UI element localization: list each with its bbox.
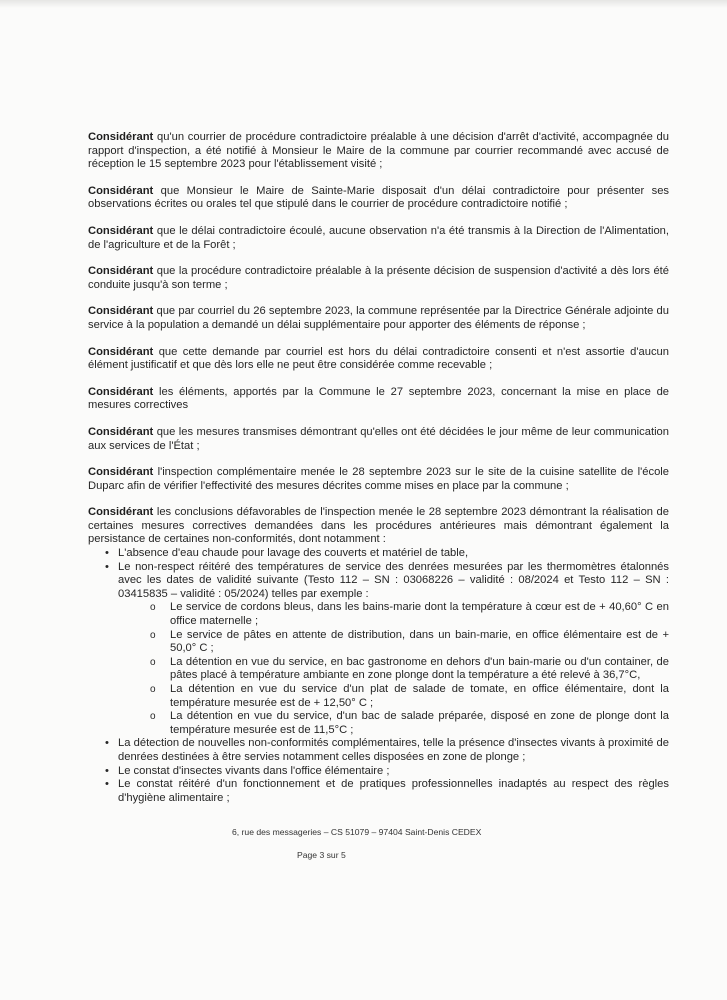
sub-list-item: o Le service de pâtes en attente de distribution, dans un bain-marie, en office élémentaire est de + 50,0° C ; [88, 629, 669, 656]
sub-list-item: o La détention en vue du service d'un plat de salade de tomate, en office élémentaire, dont la température mesurée est de + 12,50° C ; [88, 683, 669, 710]
sub-list-item: o La détention en vue du service, en bac gastronome en dehors d'un bain-marie ou d'un container, de pâtes placé à température ambiante en zone plonge dont la température a été relevé à 36,7°C, [88, 656, 669, 683]
list-item: • Le constat d'insectes vivants dans l'office élémentaire ; [88, 765, 669, 779]
list-item: • Le non-respect réitéré des températures de service des denrées mesurées par les thermomètres étalonnés avec les dates de validité suivante (Testo 112 – SN : 03068226 – validité : 08/2024 et Testo 112 – SN : 03415835 – validité : 05/2024) telles par exemple : [88, 561, 669, 602]
paragraph-9: Considérant l'inspection complémentaire menée le 28 septembre 2023 sur le site de la cuisine satellite de l'école Duparc afin de vérifier l'effectivité des mesures décrites comme mises en place par la commune ; [88, 466, 669, 492]
footer-address: 6, rue des messageries – CS 51079 – 97404 Saint-Denis CEDEX [232, 827, 482, 838]
paragraph-6: Considérant que cette demande par courriel est hors du délai contradictoire consenti et n'est assortie d'aucun élément justificatif et que dès lors elle ne peut être considérée comme recevable ; [88, 345, 669, 372]
paragraph-4: Considérant que la procédure contradictoire préalable à la présente décision de suspension d'activité a dès lors été conduite jusqu'à son terme ; [88, 265, 669, 291]
non-conformity-list [88, 547, 669, 805]
paragraph-1: Considérant qu'un courrier de procédure contradictoire préalable à une décision d'arrêt d'activité, accompagnée du rapport d'inspection, a été notifié à Monsieur le Maire de la commune par courrier recommandé avec accusé de réception le 15 septembre 2023 pour l'établissement visité ; [88, 131, 670, 171]
paragraph-7: Considérant les éléments, apportés par la Commune le 27 septembre 2023, concernant la mise en place de mesures correctives [88, 385, 670, 412]
document-body [88, 0, 669, 861]
paragraph-3: Considérant que le délai contradictoire écoulé, aucune observation n'a été transmis à la Direction de l'Alimentation, de l'agriculture et de la Forêt ; [88, 224, 670, 251]
footer [88, 827, 669, 861]
sub-list-item: o La détention en vue du service, d'un bac de salade préparée, disposé en zone de plonge dont la température mesurée est de 11,5°C ; [88, 710, 669, 737]
sub-list-item: o Le service de cordons bleus, dans les bains-marie dont la température à cœur est de + 40,60° C en office maternelle ; [88, 601, 669, 628]
paragraph-10: Considérant les conclusions défavorables de l'inspection menée le 28 septembre 2023 démontrant la réalisation de certaines mesures correctives demandées dans les procédures antérieures mais démontrant également la persistance de certaines non-conformités, dont notamment : • L'absence d'eau chaude pour lavage des couverts et matériel de table, • Le non-respect réitéré des températures de service des denrées mesurées par les thermomètres étalonnés avec les dates de validité suivante (Testo 112 – SN : 03068226 – validité : 08/2024 et Testo 112 – SN : 03415835 – validité : 05/2024) telles par exemple : o Le service de cordons bleus, dans les bains-marie dont la température à cœur est de + 40,60° C en office maternelle ; o Le service de pâtes en attente de distribution, dans un bain-marie, en office élémentaire est de + 50,0° C ; o La détention en vue du service, en bac gastronome en dehors d'un bain-marie ou d'un container, de pâtes placé à température ambiante en zone plonge dont la température a été relevé à 36,7°C, o La détention en vue du service d'un plat de salade de tomate, en office élémentaire, dont la température mesurée est de + 12,50° C ; o La détention en vue du service, d'un bac de salade préparée, disposé en zone de plonge dont la température mesurée est de 11,5°C ; • La détection de nouvelles non-conformités complémentaires, telle la présence d'insectes vivants à proximité de denrées destinées à être servies notamment celles disposées en zone de plonge ; • Le constat d'insectes vivants dans l'office élémentaire ; • Le constat réitéré d'un fonctionnement et de pratiques professionnelles inadaptés au respect des règles d'hygiène alimentaire ; [88, 506, 669, 805]
paragraph-8: Considérant que les mesures transmises démontrant qu'elles ont été décidées le jour même de leur communication aux services de l'État ; [88, 425, 669, 452]
page-number: Page 3 sur 5 [297, 850, 346, 861]
list-item: • La détection de nouvelles non-conformités complémentaires, telle la présence d'insectes vivants à proximité de denrées destinées à être servies notamment celles disposées en zone de plonge ; [88, 737, 669, 764]
list-item: • L'absence d'eau chaude pour lavage des couverts et matériel de table, [88, 547, 669, 561]
paragraph-5: Considérant que par courriel du 26 septembre 2023, la commune représentée par la Directrice Générale adjointe du service à la population a demandé un délai supplémentaire pour apporter des éléments de réponse ; [88, 305, 669, 331]
paragraph-2: Considérant que Monsieur le Maire de Sainte-Marie disposait d'un délai contradictoire pour présenter ses observations écrites ou orales tel que stipulé dans le courrier de procédure contradictoire notifié ; [88, 184, 670, 211]
list-item: • Le constat réitéré d'un fonctionnement et de pratiques professionnelles inadaptés au respect des règles d'hygiène alimentaire ; [88, 778, 669, 805]
